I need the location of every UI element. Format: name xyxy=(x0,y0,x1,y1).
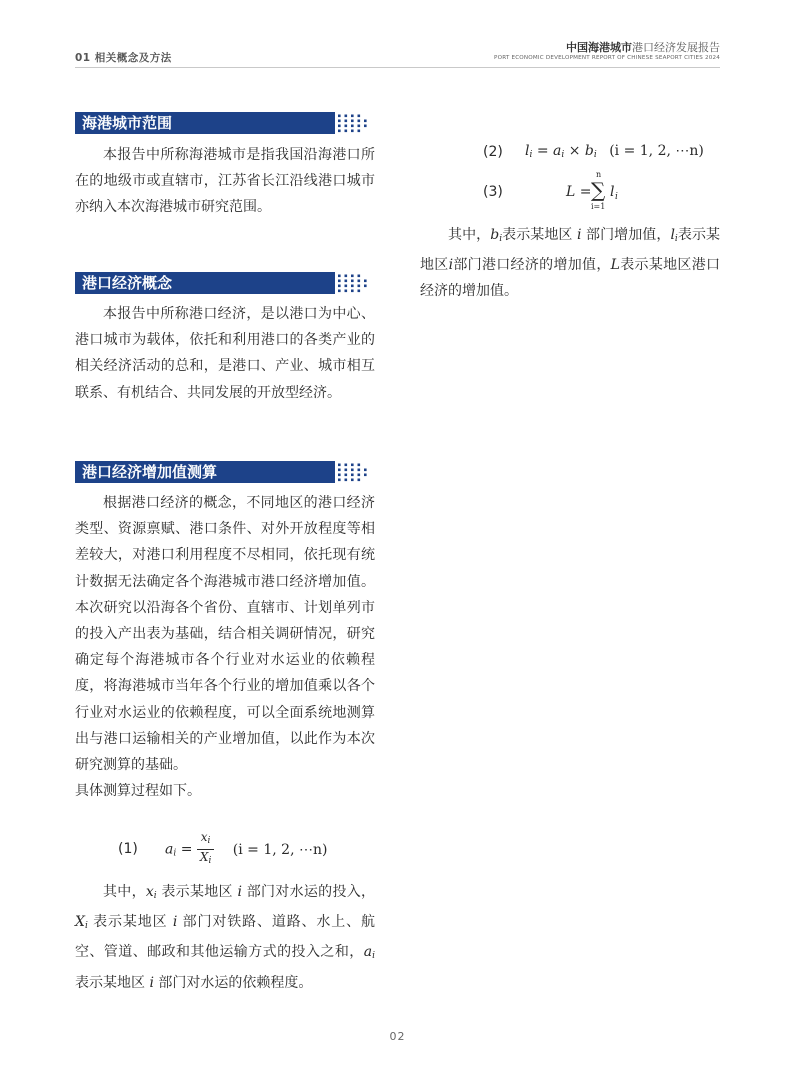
dot-grid-icon xyxy=(330,112,372,134)
section-label: 01 相关概念及方法 xyxy=(75,52,172,64)
formula-1-label: (1) xyxy=(118,841,138,857)
formula-2-label: (2) xyxy=(483,144,503,160)
formula-3-sum-bottom: i=1 xyxy=(591,202,606,211)
explain-text: 表示某地区 xyxy=(502,227,578,243)
explain-var: i xyxy=(172,914,178,931)
formula-2-l: l xyxy=(525,143,530,159)
explain-sub: i xyxy=(153,891,157,901)
explain-text: 部门港口经济的增加值， xyxy=(453,257,611,274)
explain-var: i xyxy=(237,884,243,900)
explain-text: 表示某地区 xyxy=(420,227,721,274)
formula-3-lhs: L = xyxy=(566,184,592,200)
explain-text: 表示某地区港口经济的增加值。 xyxy=(420,257,721,300)
formula-1-den: X xyxy=(199,850,209,864)
formula-1-num-sub: i xyxy=(207,836,211,846)
formula-2-b: × b xyxy=(564,143,594,159)
section-body-3 xyxy=(75,490,375,804)
formula-3-term-sub: i xyxy=(615,192,618,202)
explain-var: i xyxy=(577,227,582,243)
formula-1-fraction xyxy=(197,830,214,869)
explain-text: 部门对水运的依赖程度。 xyxy=(153,974,313,991)
explain-text: 部门增加值， xyxy=(581,227,671,243)
section-title: 海港城市范围 xyxy=(82,114,173,132)
formula-3-label: (3) xyxy=(483,184,503,200)
dot-grid-icon xyxy=(330,461,372,483)
formula-2-a: = a xyxy=(532,143,562,159)
report-title-strong: 中国海港城市 xyxy=(566,41,632,54)
formula-2-range: (i = 1, 2, ⋯n) xyxy=(609,143,704,159)
report-title xyxy=(494,41,720,54)
sigma-icon: ∑ xyxy=(591,178,606,202)
report-title-rest: 港口经济发展报告 xyxy=(632,41,720,54)
section-body-3-tail: 具体测算过程如下。 xyxy=(75,783,201,800)
formula-1-den-sub: i xyxy=(208,856,212,866)
explain-var: x xyxy=(145,884,154,900)
formula-1-eq: = xyxy=(176,841,197,858)
dot-grid-icon xyxy=(330,272,372,294)
explain-text: 表示某地区 xyxy=(156,884,238,900)
explain-sub: i xyxy=(499,234,503,244)
report-title-block xyxy=(494,41,720,62)
formula-2-sub: i xyxy=(593,150,597,160)
explain-var: L xyxy=(610,257,620,274)
explain-sub: i xyxy=(674,234,678,244)
section-title: 港口经济增加值测算 xyxy=(82,463,218,481)
formula-3-term: l xyxy=(610,184,615,200)
formula-1-lhs-sub: i xyxy=(173,848,177,859)
report-subtitle: PORT ECONOMIC DEVELOPMENT REPORT OF CHINESE SEAPORT CITIES 2024 xyxy=(494,55,720,61)
section-body-3-main: 根据港口经济的概念，不同地区的港口经济类型、资源禀赋、港口条件、对外开放程度等相差较大，对港口利用程度不尽相同，依托现有统计数据无法确定各个海港城市港口经济增加值。本次研究以沿海各个省份、直辖市、计划单列市的投入产出表为基础，结合相关调研情况，研究确定每个海港城市各个行业对水运业的依赖程度，将海港城市当年各个行业的增加值乘以各个行业对水运业的依赖程度，可以全面系统地测算出与港口运输相关的产业增加值，以此作为本次研究测算的基础。 xyxy=(75,495,375,774)
formula-1-num: x xyxy=(200,830,208,844)
formula-1-range: (i = 1, 2, ⋯n) xyxy=(232,841,328,858)
section-title: 港口经济概念 xyxy=(82,274,173,292)
explain-sub: i xyxy=(372,951,375,962)
formula-1-explanation xyxy=(75,879,375,996)
formula-2 xyxy=(525,143,704,160)
formula-2-sub: i xyxy=(561,150,565,160)
explain-text: 表示某地区 xyxy=(87,914,173,931)
explain-var: l xyxy=(670,227,675,243)
explain-var: i xyxy=(149,974,154,991)
section-heading-3 xyxy=(75,461,375,483)
section-body-1: 本报告中所称海港城市是指我国沿海港口所在的地级市或直辖市，江苏省长江沿线港口城市亦纳入本次海港城市研究范围。 xyxy=(75,147,375,216)
formula-1 xyxy=(165,830,327,869)
formula-3-sum-top: n xyxy=(596,170,602,179)
formula-23-explanation xyxy=(420,222,720,305)
explain-text: 其中， xyxy=(448,227,491,243)
explain-text: 其中， xyxy=(103,884,146,900)
explain-text: 部门对铁路、道路、水上、航空、管道、邮政和其他运输方式的投入之和， xyxy=(75,914,376,961)
section-heading-2 xyxy=(75,272,375,294)
section-heading-1 xyxy=(75,112,375,134)
explain-var: X xyxy=(75,914,85,931)
formula-1-lhs: a xyxy=(165,841,174,858)
page-number: 02 xyxy=(389,1030,406,1043)
explain-var: b xyxy=(490,227,500,243)
explain-var: i xyxy=(448,257,454,274)
explain-text: 表示某地区 xyxy=(75,974,150,991)
section-body-2: 本报告中所称港口经济，是以港口为中心、港口城市为载体，依托和利用港口的各类产业的相关经济活动的总和，是港口、产业、城市相互联系、有机结合、共同发展的开放型经济。 xyxy=(75,306,375,401)
formula-2-sub: i xyxy=(529,150,533,160)
header-divider xyxy=(75,67,720,68)
explain-var: a xyxy=(363,944,373,961)
explain-text: 部门对水运的投入， xyxy=(242,884,376,900)
explain-sub: i xyxy=(84,921,88,932)
